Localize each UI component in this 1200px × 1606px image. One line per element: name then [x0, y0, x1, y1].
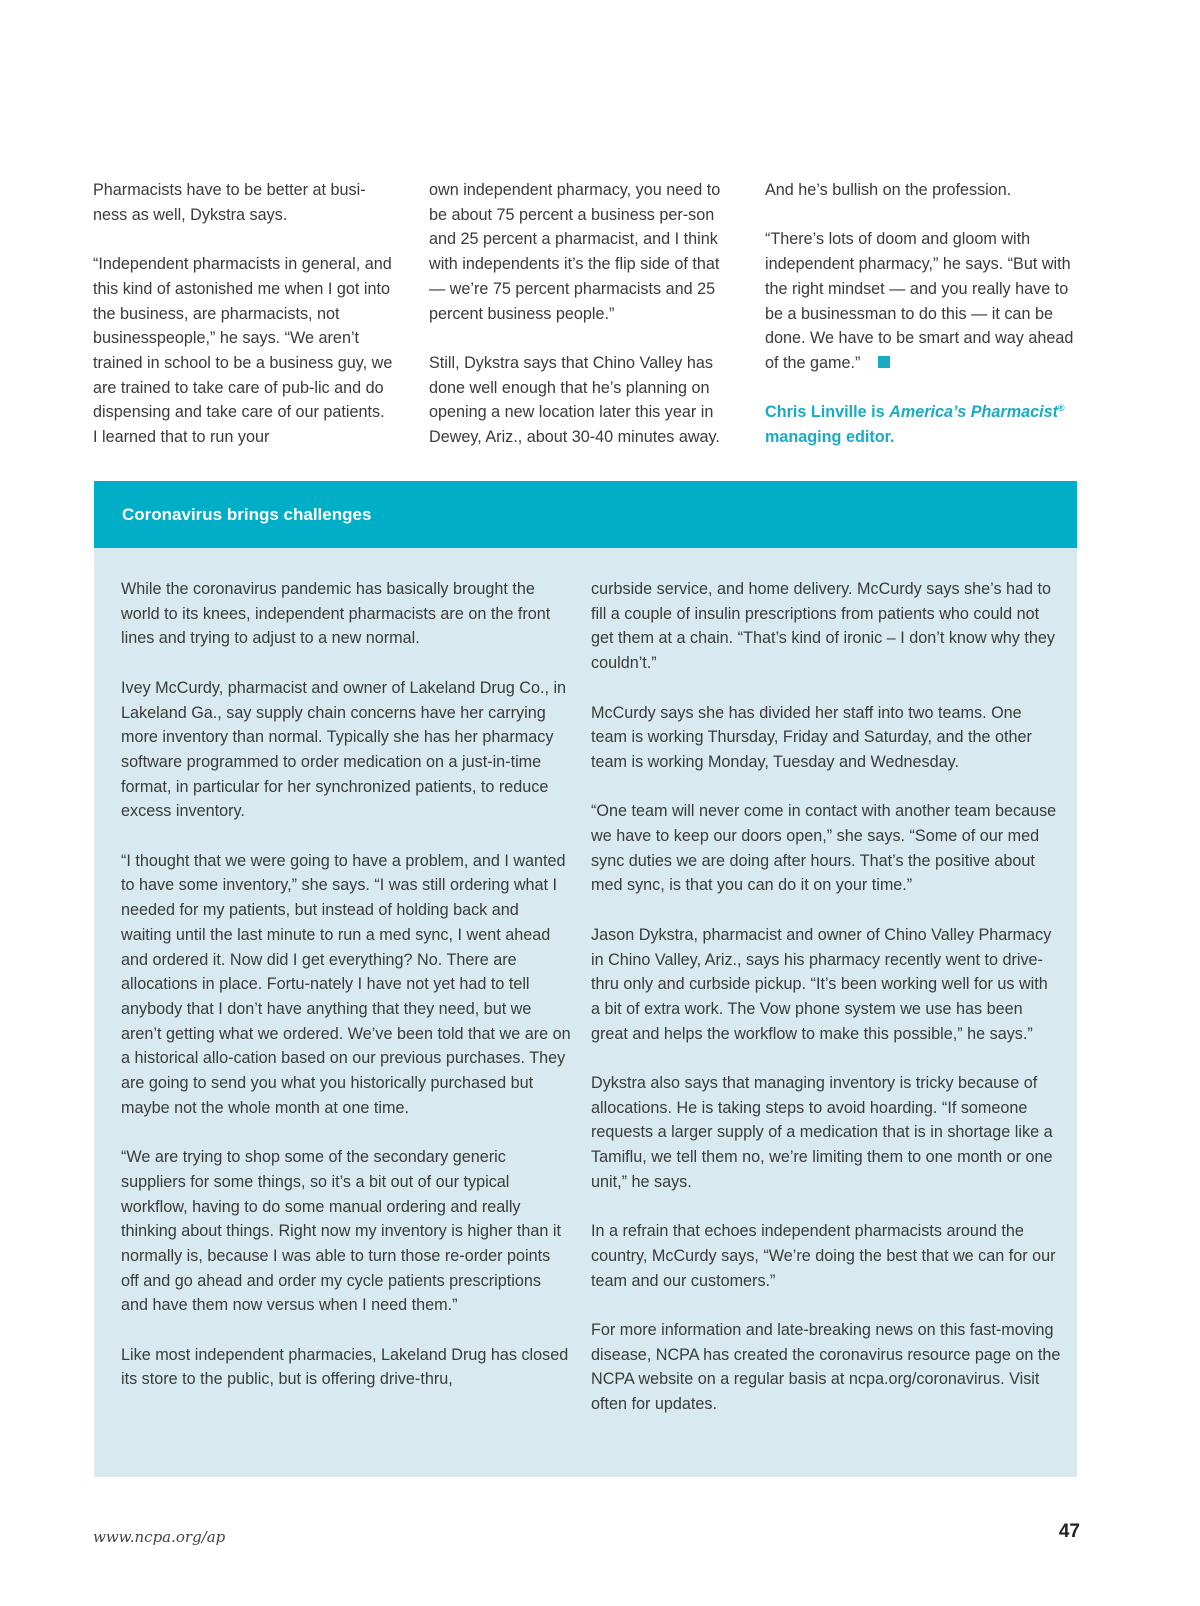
- byline-publication: America’s Pharmacist: [889, 403, 1059, 422]
- sidebar-paragraph: “I thought that we were going to have a problem, and I wanted to have some inventory,” she says. “I was still ordering what I needed for my patients, but instead of holding back and waiting until the last minute to run a med sync, I went ahead and ordered it. Now did I get everything? No. There are allocations in place. Fortu-nately I have not yet had to tell anybody that I don’t have anything that they need, but we aren’t getting what we ordered. We’ve been told that we are on a historical allo-cation based on our previous purchases. They are going to send you what you historically purchased but maybe not the whole month at one time.: [121, 851, 571, 1117]
- sidebar-paragraph: curbside service, and home delivery. McCurdy says she’s had to fill a couple of insulin prescriptions from patients who could not get them at a chain. “That’s kind of ironic – I don’t know why they couldn’t.”: [591, 580, 1055, 673]
- article-column-2: [429, 178, 739, 450]
- page-number: 47: [1058, 1521, 1080, 1542]
- sidebar-paragraph: Dykstra also says that managing inventory is tricky because of allocations. He is taking steps to avoid hoarding. “If someone requests a larger supply of a medication that is in shortage like a Tamiflu, we tell them no, we’re limiting them to one month or one unit,” he says.: [591, 1074, 1053, 1191]
- sidebar-title: Coronavirus brings challenges: [94, 481, 1077, 548]
- sidebar-paragraph: “We are trying to shop some of the secondary generic suppliers for some things, so it’s a bit out of our typical workflow, having to do some manual ordering and really thinking about things. Right now my inventory is higher than it normally is, because I was able to turn those re-order points off and go ahead and order my cycle patients prescriptions and have them now versus when I need them.”: [121, 1148, 562, 1315]
- end-mark-icon: [878, 356, 890, 368]
- sidebar-paragraph: McCurdy says she has divided her staff into two teams. One team is working Thursday, Friday and Saturday, and the other team is working Monday, Tuesday and Wednesday.: [591, 703, 1032, 771]
- sidebar-paragraph: In a refrain that echoes independent pharmacists around the country, McCurdy says, “We’re doing the best that we can for our team and our customers.”: [591, 1222, 1056, 1290]
- sidebar-paragraph: While the coronavirus pandemic has basically brought the world to its knees, independent pharmacists are on the front lines and trying to adjust to a new normal.: [121, 580, 551, 648]
- article-paragraph: own independent pharmacy, you need to be about 75 percent a business per-son and 25 percent a pharmacist, and I think with independents it’s the flip side of that — we’re 75 percent pharmacists and 25 percent business people.”: [429, 181, 721, 323]
- sidebar-paragraph: Jason Dykstra, pharmacist and owner of Chino Valley Pharmacy in Chino Valley, Ariz., says his pharmacy recently went to drive-thru only and curbside pickup. “It’s been working well for us with a bit of extra work. The Vow phone system we use has been great and helps the workflow to make this possible,” he says.”: [591, 925, 1052, 1043]
- article-paragraph-text: “There’s lots of doom and gloom with independent pharmacy,” he says. “But with the right mindset — and you really have to be a businessman to do this — it can be done. We have to be smart and way ahead of the game.”: [765, 230, 1074, 372]
- byline-registered-mark: ®: [1058, 403, 1065, 414]
- sidebar-paragraph: Ivey McCurdy, pharmacist and owner of Lakeland Drug Co., in Lakeland Ga., say supply chain concerns have her carrying more inventory than normal. Typically she has her pharmacy software programmed to order medication on a just-in-time format, in particular for her synchronized patients, to reduce excess inventory.: [121, 678, 567, 821]
- sidebar-column-1: [121, 577, 571, 1392]
- byline-suffix: managing editor.: [765, 428, 895, 446]
- sidebar-paragraph: “One team will never come in contact with another team because we have to keep our doors open,” she says. “Some of our med sync duties we are doing after hours. That’s the positive about med sync, is that you can do it on your time.”: [591, 802, 1057, 895]
- article-paragraph-final: [765, 227, 1080, 375]
- article-paragraph: And he’s bullish on the profession.: [765, 181, 1012, 199]
- article-column-3: [765, 178, 1080, 450]
- sidebar-paragraph: Like most independent pharmacies, Lakeland Drug has closed its store to the public, but is offering drive-thru,: [121, 1345, 569, 1389]
- article-paragraph: Still, Dykstra says that Chino Valley has done well enough that he’s planning on opening a new location later this year in Dewey, Ariz., about 30-40 minutes away.: [429, 353, 720, 447]
- article-paragraph: “Independent pharmacists in general, and this kind of astonished me when I got into the business, are pharmacists, not businesspeople,” he says. “We aren’t trained in school to be a business guy, we are trained to take care of pub-lic and do dispensing and take care of our patients. I learned that to run your: [93, 255, 393, 447]
- sidebar-paragraph: For more information and late-breaking news on this fast-moving disease, NCPA has created the coronavirus resource page on the NCPA website on a regular basis at ncpa.org/coronavirus. Visit often for updates.: [591, 1321, 1061, 1414]
- article-column-1: [93, 178, 393, 450]
- byline-prefix: Chris Linville is: [765, 403, 890, 422]
- footer-url: www.ncpa.org/ap: [93, 1528, 226, 1546]
- sidebar-box: [94, 481, 1077, 1477]
- sidebar-column-2: [591, 577, 1061, 1417]
- author-byline: [765, 400, 1080, 449]
- article-paragraph: Pharmacists have to be better at busi-ness as well, Dykstra says.: [93, 181, 366, 224]
